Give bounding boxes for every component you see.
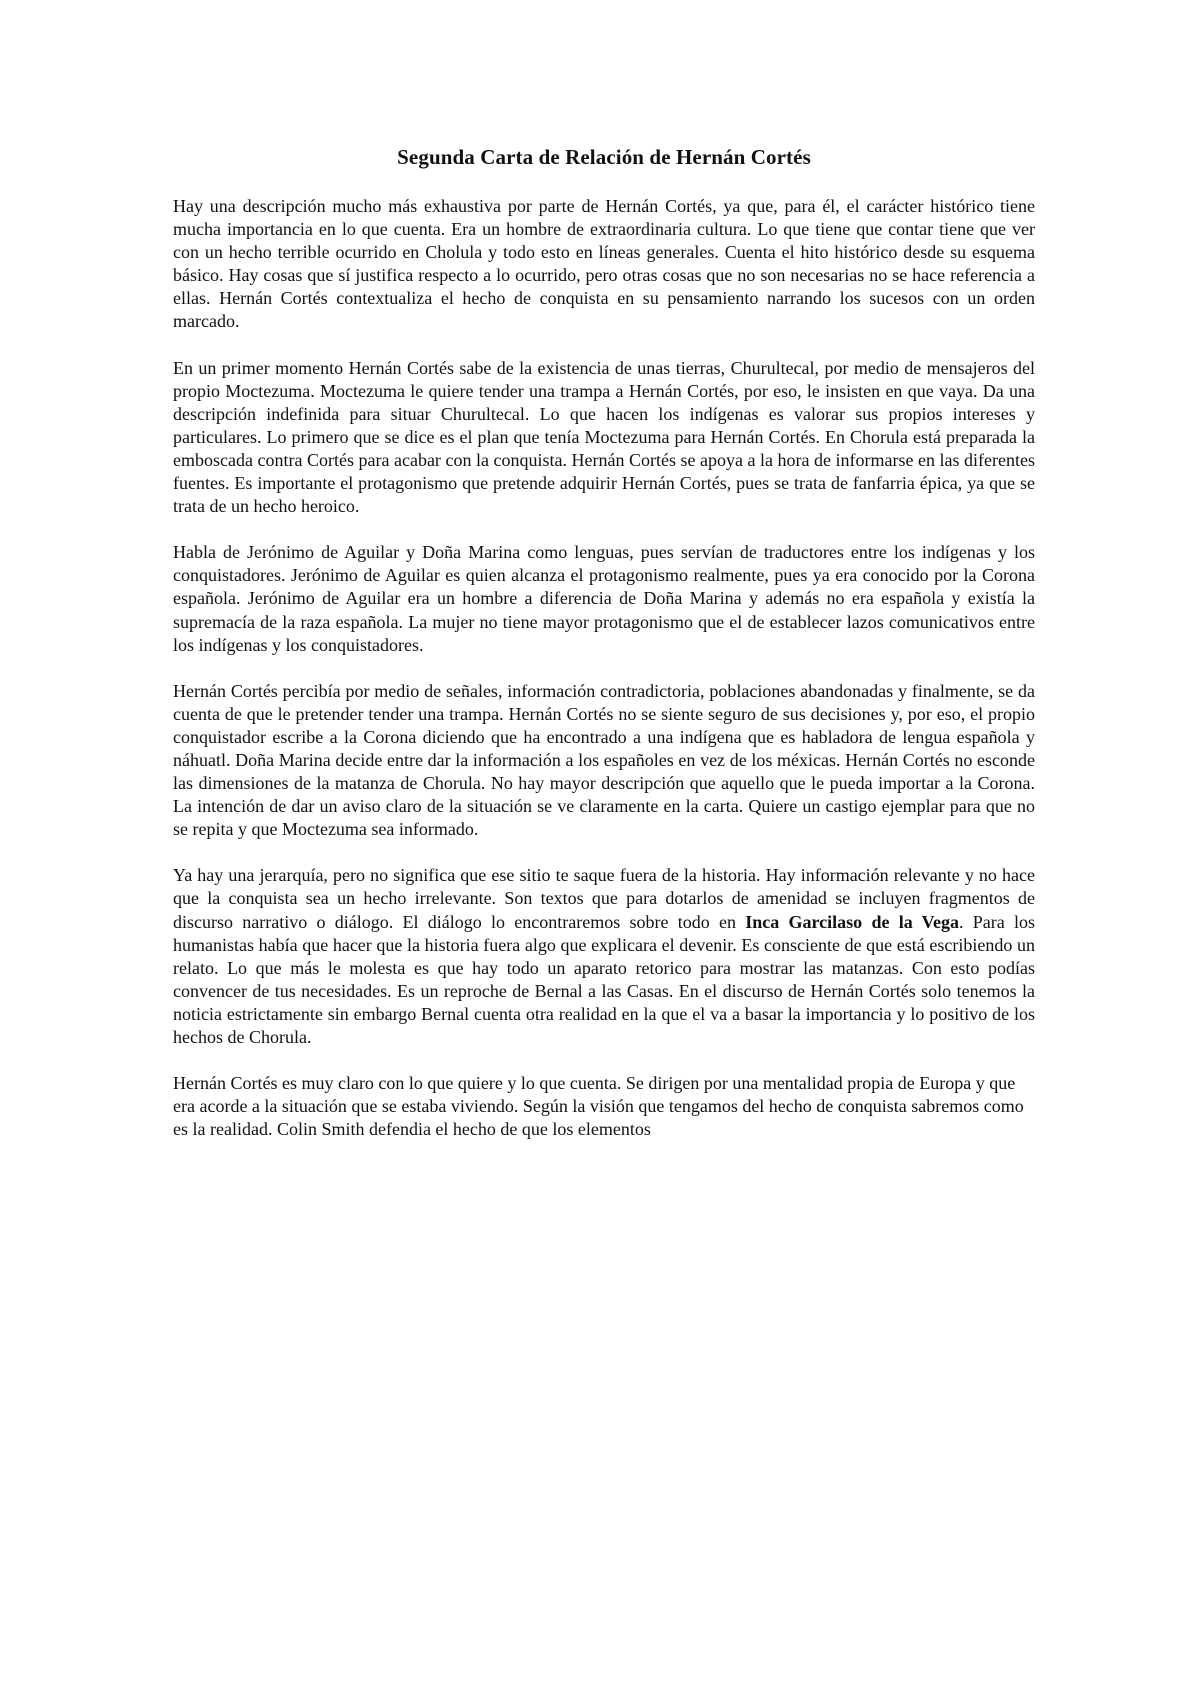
paragraph-4: Hernán Cortés percibía por medio de señales, información contradictoria, poblaciones abandonadas y finalmente, se da cuenta de que le pretender tender una trampa. Hernán Cortés no se siente seguro de sus decisiones y, por eso, el propio conquistador escribe a la Corona diciendo que ha encontrado a una indígena que es habladora de lengua española y náhuatl. Doña Marina decide entre dar la información a los españoles en vez de los méxicas. Hernán Cortés no esconde las dimensiones de la matanza de Chorula. No hay mayor descripción que aquello que le pueda importar a la Corona. La intención de dar un aviso claro de la situación se ve claramente en la carta. Quiere un castigo ejemplar para que no se repita y que Moctezuma sea informado. (173, 680, 1035, 840)
document-title: Segunda Carta de Relación de Hernán Cortés (397, 145, 811, 169)
paragraph-3: Habla de Jerónimo de Aguilar y Doña Marina como lenguas, pues servían de traductores entre los indígenas y los conquistadores. Jerónimo de Aguilar es quien alcanza el protagonismo realmente, pues ya era conocido por la Corona española. Jerónimo de Aguilar era un hombre a diferencia de Doña Marina y además no era española y existía la supremacía de la raza española. La mujer no tiene mayor protagonismo que el de establecer lazos comunicativos entre los indígenas y los conquistadores. (173, 542, 1035, 655)
bold-author-name: Inca Garcilaso de la Vega (745, 911, 959, 932)
paragraph-1: Hay una descripción mucho más exhaustiva por parte de Hernán Cortés, ya que, para él, el carácter histórico tiene mucha importancia en lo que cuenta. Era un hombre de extraordinaria cultura. Lo que tiene que contar tiene que ver con un hecho terrible ocurrido en Cholula y todo esto en líneas generales. Cuenta el hito histórico desde su esquema básico. Hay cosas que sí justifica respecto a lo ocurrido, pero otras cosas que no son necesarias no se hace referencia a ellas. Hernán Cortés contextualiza el hecho de conquista en su pensamiento narrando los sucesos con un orden marcado. (173, 196, 1035, 332)
paragraph-6: Hernán Cortés es muy claro con lo que quiere y lo que cuenta. Se dirigen por una mentalidad propia de Europa y que era acorde a la situación que se estaba viviendo. Según la visión que tengamos del hecho de conquista sabremos como es la realidad. Colin Smith defendia el hecho de que los elementos (173, 1073, 1024, 1140)
paragraph-5 (173, 864, 1035, 1049)
document-body (173, 143, 1035, 1164)
paragraph-2: En un primer momento Hernán Cortés sabe de la existencia de unas tierras, Churultecal, por medio de mensajeros del propio Moctezuma. Moctezuma le quiere tender una trampa a Hernán Cortés, por eso, le insisten en que vaya. Da una descripción indefinida para situar Churultecal. Lo que hacen los indígenas es valorar sus propios intereses y particulares. Lo primero que se dice es el plan que tenía Moctezuma para Hernán Cortés. En Chorula está preparada la emboscada contra Cortés para acabar con la conquista. Hernán Cortés se apoya a la hora de informarse en las diferentes fuentes. Es importante el protagonismo que pretende adquirir Hernán Cortés, pues se trata de fanfarria épica, ya que se trata de un hecho heroico. (173, 357, 1035, 517)
paragraph-5-text-end: . Para los humanistas había que hacer que la historia fuera algo que explicara el devenir. Es consciente de que está escribiendo un relato. Lo que más le molesta es que hay todo un aparato retorico para mostrar las matanzas. Con esto podías convencer de tus necesidades. Es un reproche de Bernal a las Casas. En el discurso de Hernán Cortés solo tenemos la noticia estrictamente sin embargo Bernal cuenta otra realidad en la que el va a basar la importancia y lo positivo de los hechos de Chorula. (173, 911, 1035, 1047)
paragraph-5-text-start: Ya hay una jerarquía, pero no significa que ese sitio te saque fuera de la historia. Hay información relevante y no hace que la conquista sea un hecho irrelevante. Son textos que para dotarlos de amenidad se incluyen fragmentos de discurso narrativo o diálogo. El diálogo lo encontraremos sobre todo en (173, 865, 1035, 932)
